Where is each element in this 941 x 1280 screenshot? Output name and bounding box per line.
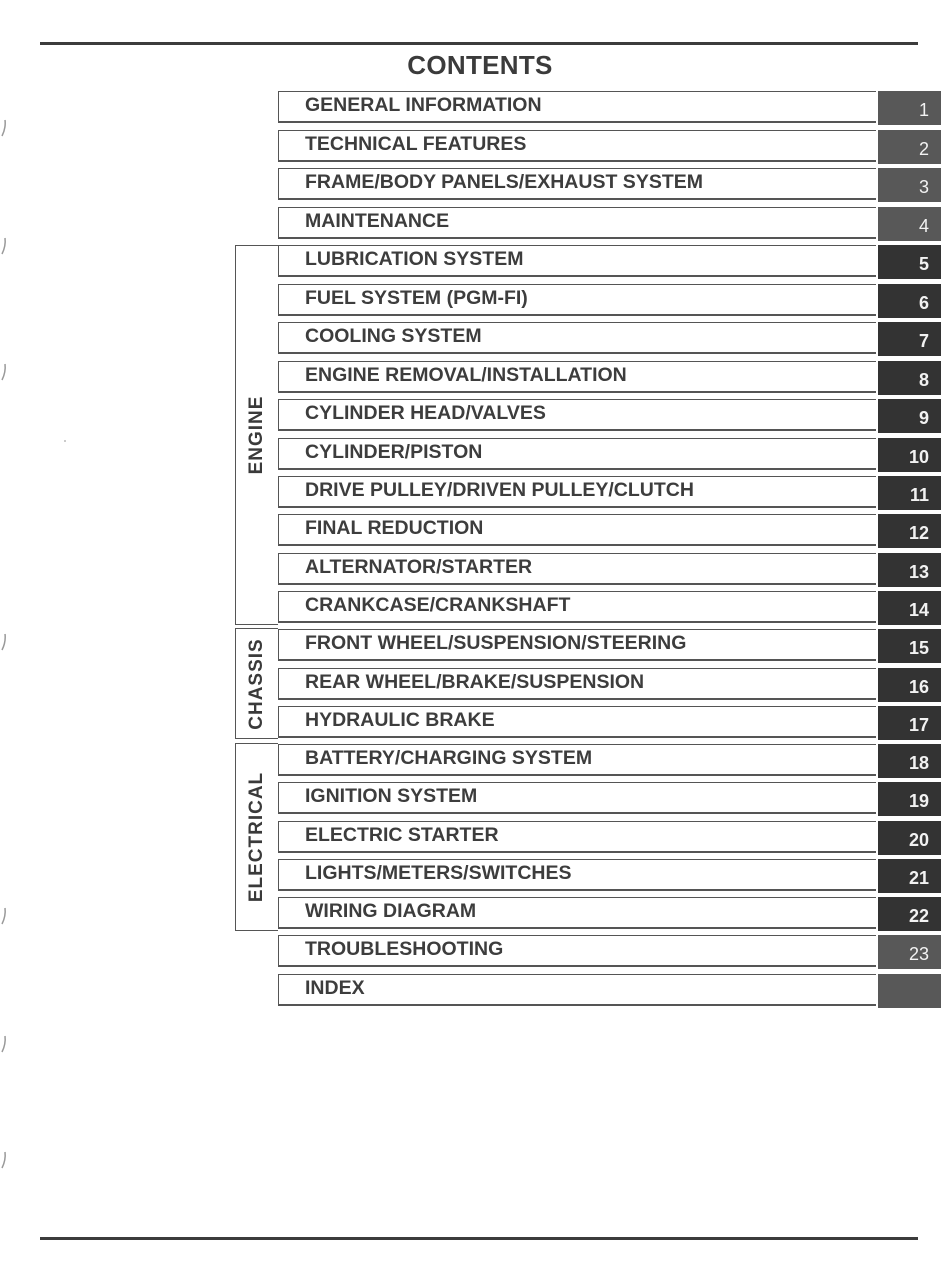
toc-row-13[interactable] [278, 553, 941, 587]
scan-speck [64, 440, 66, 442]
group-electrical [235, 743, 278, 931]
section-tab[interactable] [878, 438, 941, 472]
toc-row-24[interactable] [278, 974, 941, 1008]
toc-row-box [278, 974, 876, 1006]
group-chassis [235, 628, 278, 739]
toc-row-20[interactable] [278, 821, 941, 855]
section-tab[interactable] [878, 706, 941, 740]
binder-mark-icon [0, 1034, 8, 1054]
toc-row-label[interactable]: LUBRICATION SYSTEM [305, 248, 524, 270]
section-tab[interactable] [878, 168, 941, 202]
toc-row-17[interactable] [278, 706, 941, 740]
toc-row-label[interactable]: LIGHTS/METERS/SWITCHES [305, 862, 572, 884]
toc-row-4[interactable] [278, 207, 941, 241]
section-tab[interactable] [878, 322, 941, 356]
toc-row-label[interactable]: CRANKCASE/CRANKSHAFT [305, 594, 571, 616]
toc-row-label[interactable]: GENERAL INFORMATION [305, 94, 542, 116]
section-number: 11 [909, 485, 929, 505]
bottom-rule [40, 1237, 918, 1240]
section-tab[interactable] [878, 130, 941, 164]
toc-row-label[interactable]: IGNITION SYSTEM [305, 785, 478, 807]
toc-row-label[interactable]: WIRING DIAGRAM [305, 900, 477, 922]
section-tab[interactable] [878, 245, 941, 279]
toc-row-label[interactable]: FUEL SYSTEM (PGM-FI) [305, 287, 528, 309]
section-number: 22 [908, 906, 929, 926]
section-tab[interactable] [878, 284, 941, 318]
toc-row-label[interactable]: ALTERNATOR/STARTER [305, 556, 533, 578]
group-chassis-label: CHASSIS [246, 637, 267, 730]
section-tab[interactable] [878, 476, 941, 510]
toc-row-7[interactable] [278, 322, 941, 356]
group-electrical-label: ELECTRICAL [246, 771, 267, 903]
toc-row-label[interactable]: ELECTRIC STARTER [305, 824, 499, 846]
toc-row-label[interactable]: BATTERY/CHARGING SYSTEM [305, 747, 593, 769]
binder-mark-icon [0, 632, 8, 652]
toc-row-10[interactable] [278, 438, 941, 472]
section-tab[interactable] [878, 974, 941, 1008]
toc-row-15[interactable] [278, 629, 941, 663]
section-number: 17 [908, 715, 929, 735]
section-number: 10 [908, 447, 929, 467]
toc-row-14[interactable] [278, 591, 941, 625]
toc-row-label[interactable]: CYLINDER HEAD/VALVES [305, 402, 546, 424]
toc-row-label[interactable]: TECHNICAL FEATURES [305, 133, 527, 155]
section-number: 20 [908, 830, 929, 850]
toc-row-label[interactable]: MAINTENANCE [305, 210, 450, 232]
toc-row-label[interactable]: FRAME/BODY PANELS/EXHAUST SYSTEM [305, 171, 703, 193]
section-number: 15 [908, 638, 929, 658]
binder-mark-icon [0, 1150, 8, 1170]
toc-row-8[interactable] [278, 361, 941, 395]
section-tab[interactable] [878, 629, 941, 663]
top-rule [40, 42, 918, 45]
section-number: 4 [918, 216, 929, 236]
binder-mark-icon [0, 236, 8, 256]
toc-row-9[interactable] [278, 399, 941, 433]
section-tab[interactable] [878, 514, 941, 548]
toc-row-label[interactable]: FINAL REDUCTION [305, 517, 484, 539]
toc-row-label[interactable]: COOLING SYSTEM [305, 325, 482, 347]
toc-row-label[interactable]: CYLINDER/PISTON [305, 441, 483, 463]
toc-row-2[interactable] [278, 130, 941, 164]
section-number: 2 [918, 139, 929, 159]
toc-row-label[interactable]: DRIVE PULLEY/DRIVEN PULLEY/CLUTCH [305, 479, 694, 501]
section-number: 7 [918, 331, 929, 351]
binder-mark-icon [0, 118, 8, 138]
toc-row-18[interactable] [278, 744, 941, 778]
section-number: 23 [908, 944, 929, 964]
section-tab[interactable] [878, 553, 941, 587]
section-tab[interactable] [878, 897, 941, 931]
section-number: 12 [908, 523, 929, 543]
section-tab[interactable] [878, 591, 941, 625]
section-tab[interactable] [878, 935, 941, 969]
toc-row-label[interactable]: FRONT WHEEL/SUSPENSION/STEERING [305, 632, 687, 654]
toc-row-19[interactable] [278, 782, 941, 816]
toc-row-label[interactable]: REAR WHEEL/BRAKE/SUSPENSION [305, 671, 645, 693]
section-tab[interactable] [878, 399, 941, 433]
section-number: 6 [918, 293, 929, 313]
section-tab[interactable] [878, 744, 941, 778]
section-number: 21 [908, 868, 929, 888]
binder-mark-icon [0, 362, 8, 382]
section-number: 13 [908, 562, 929, 582]
section-tab[interactable] [878, 207, 941, 241]
toc-row-12[interactable] [278, 514, 941, 548]
section-number: 14 [908, 600, 929, 620]
toc-row-11[interactable] [278, 476, 941, 510]
section-tab[interactable] [878, 821, 941, 855]
page-title: CONTENTS [407, 50, 553, 80]
toc-row-1[interactable] [278, 91, 941, 125]
binder-mark-icon [0, 906, 8, 926]
section-tab[interactable] [878, 361, 941, 395]
toc-row-3[interactable] [278, 168, 941, 202]
toc-row-23[interactable] [278, 935, 941, 969]
toc-row-21[interactable] [278, 859, 941, 893]
toc-row-label[interactable]: ENGINE REMOVAL/INSTALLATION [305, 364, 627, 386]
section-number: 3 [918, 177, 929, 197]
section-number: 9 [918, 408, 929, 428]
section-tab[interactable] [878, 859, 941, 893]
section-number: 18 [908, 753, 929, 773]
section-tab[interactable] [878, 91, 941, 125]
section-tab[interactable] [878, 668, 941, 702]
toc-row-22[interactable] [278, 897, 941, 931]
section-number: 5 [918, 254, 929, 274]
toc-row-6[interactable] [278, 284, 941, 318]
toc-row-label[interactable]: HYDRAULIC BRAKE [305, 709, 495, 731]
toc-row-16[interactable] [278, 668, 941, 702]
toc-row-5[interactable] [278, 245, 941, 279]
section-number: 1 [918, 100, 929, 120]
section-number: 19 [908, 791, 929, 811]
group-engine-label: ENGINE [246, 395, 267, 475]
toc-row-label[interactable]: TROUBLESHOOTING [305, 938, 504, 960]
section-tab[interactable] [878, 782, 941, 816]
toc-row-label[interactable]: INDEX [305, 977, 365, 999]
section-number: 8 [918, 370, 929, 390]
group-engine [235, 245, 278, 625]
section-number: 16 [908, 677, 929, 697]
